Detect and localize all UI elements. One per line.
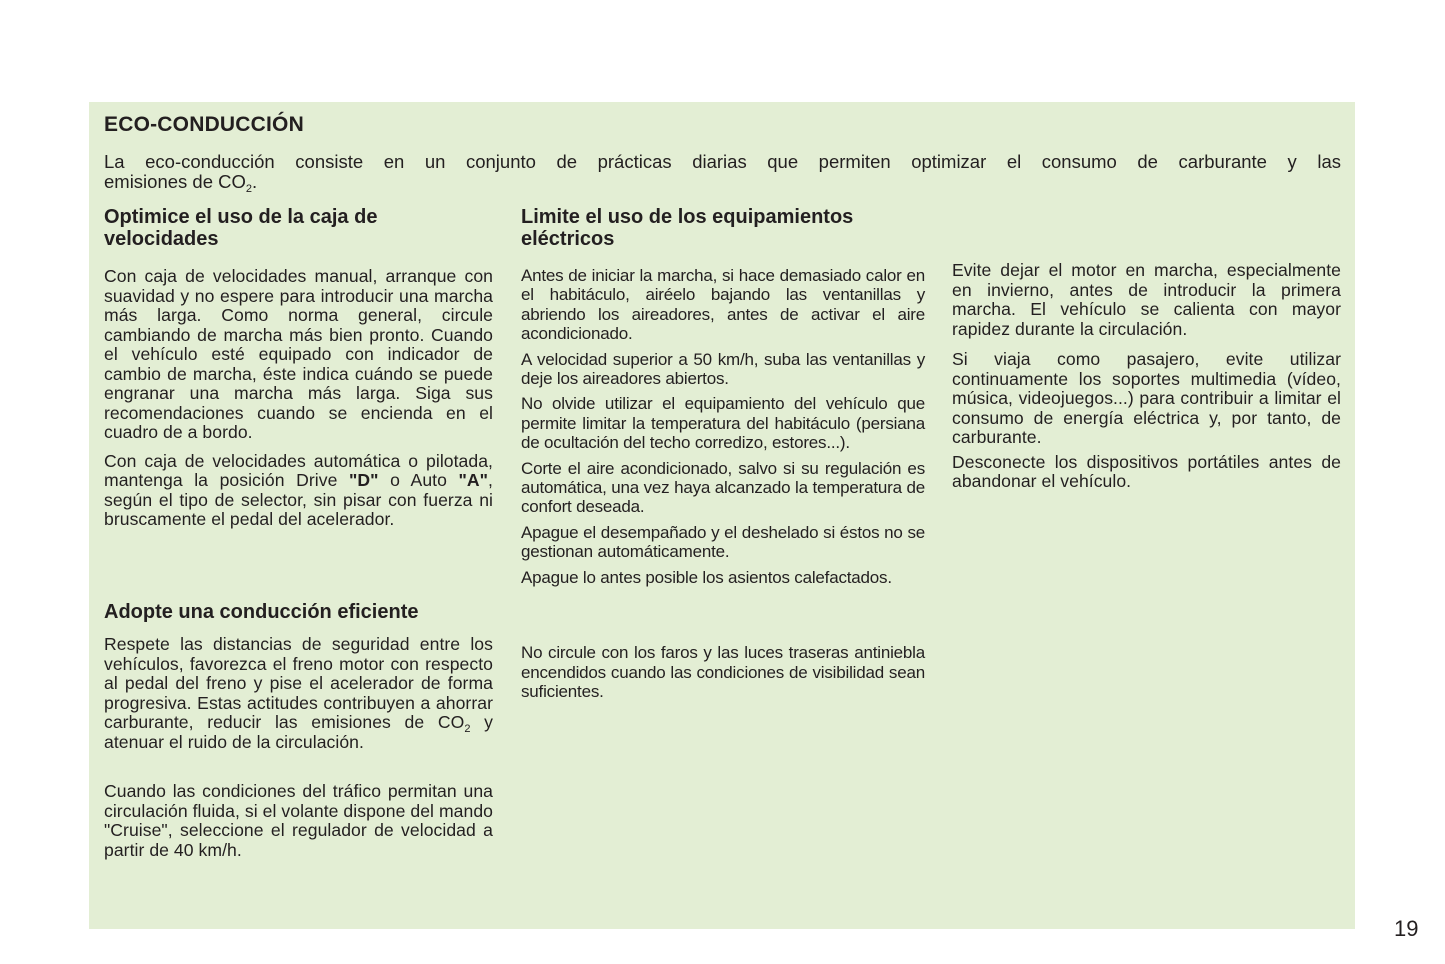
gearbox-p2-text-a: Con caja de velocidades automática o pilotada, mantenga la posición Drive bbox=[104, 450, 493, 490]
co2-subscript: 2 bbox=[464, 723, 471, 735]
electrical-paragraph-6: Apague lo antes posible los asientos calefactados. bbox=[521, 567, 892, 587]
intro-line-2-text: emisiones de CO bbox=[104, 171, 246, 192]
electrical-section bbox=[521, 206, 925, 701]
drive-position-label: "D" bbox=[348, 470, 379, 490]
efficient-p1-text-b: y atenuar el ruido de la circulación. bbox=[104, 712, 493, 752]
efficient-driving-section bbox=[104, 601, 493, 860]
intro-paragraph bbox=[104, 151, 1341, 195]
electrical-paragraph-2: A velocidad superior a 50 km/h, suba las ventanillas y deje los aireadores abiertos. bbox=[521, 349, 925, 389]
co2-subscript: 2 bbox=[245, 183, 253, 195]
engine-paragraph-2: Si viaja como pasajero, evite utilizar continuamente los soportes multimedia (vídeo, música, videojuegos...) para contribuir a limitar el consumo de energía eléctrica y, por tanto, de carburante. bbox=[952, 349, 1341, 447]
electrical-paragraph-4: Corte el aire acondicionado, salvo si su regulación es automática, una vez haya alcanzado la temperatura de confort deseada. bbox=[521, 458, 925, 517]
gearbox-section bbox=[104, 206, 493, 530]
electrical-paragraph-5: Apague el desempañado y el deshelado si éstos no se gestionan automáticamente. bbox=[521, 522, 925, 562]
gearbox-paragraph-2 bbox=[104, 452, 493, 530]
intro-line-2 bbox=[104, 171, 1341, 195]
gearbox-heading: Optimice el uso de la caja de velocidades bbox=[104, 206, 378, 250]
electrical-paragraph-3: No olvide utilizar el equipamiento del vehículo que permite limitar la temperatura del habitáculo (persiana de ocultación del techo corredizo, estores...). bbox=[521, 394, 925, 453]
electrical-paragraph-7: No circule con los faros y las luces traseras antiniebla encendidos cuando las condiciones de visibilidad sean suficientes. bbox=[521, 643, 925, 701]
engine-paragraph-1: Evite dejar el motor en marcha, especialmente en invierno, antes de introducir la primera marcha. El vehículo se calienta con mayor rapidez durante la circulación. bbox=[952, 260, 1341, 339]
electrical-heading: Limite el uso de los equipamientos eléctricos bbox=[521, 206, 854, 250]
engine-paragraph-3: Desconecte los dispositivos portátiles antes de abandonar el vehículo. bbox=[952, 451, 1341, 491]
intro-line-1: La eco-conducción consiste en un conjunto de prácticas diarias que permiten optimizar el consumo de carburante y las bbox=[104, 151, 1341, 172]
intro-line-2-end: . bbox=[252, 171, 258, 192]
efficient-paragraph-2: Cuando las condiciones del tráfico permitan una circulación fluida, si el volante dispone del mando "Cruise", seleccione el regulador de velocidad a partir de 40 km/h. bbox=[104, 781, 493, 860]
electrical-paragraph-1: Antes de iniciar la marcha, si hace demasiado calor en el habitáculo, airéelo bajando las ventanillas y abriendo los aireadores, antes de activar el aire acondicionado. bbox=[521, 266, 925, 344]
efficient-paragraph-1 bbox=[104, 635, 493, 752]
page-number: 19 bbox=[1394, 916, 1419, 941]
gearbox-p2-text-c: , según el tipo de selector, sin pisar con fuerza ni bruscamente el pedal del acelerador. bbox=[104, 470, 493, 529]
auto-position-label: "A" bbox=[458, 470, 489, 490]
gearbox-paragraph-1: Con caja de velocidades manual, arranque con suavidad y no espere para introducir una marcha más larga. Como norma general, circule cambiando de marcha más bien pronto. Cuando el vehículo esté equipado con indicador de cambio de marcha, éste indica cuándo se puede engranar una marcha más larga. Siga sus recomendaciones cuando se encienda en el cuadro de a bordo. bbox=[104, 266, 493, 442]
efficient-heading: Adopte una conducción eficiente bbox=[104, 601, 419, 623]
gearbox-p2-text-b: o Auto bbox=[378, 470, 459, 490]
efficient-p1-text-a: Respete las distancias de seguridad entre los vehículos, favorezca el freno motor con respecto al pedal del freno y pise el acelerador de forma progresiva. Estas actitudes contribuyen a ahorrar carburante, reducir las emisiones de CO bbox=[104, 634, 493, 732]
page-title: ECO-CONDUCCIÓN bbox=[104, 113, 304, 136]
engine-section bbox=[952, 261, 1341, 492]
